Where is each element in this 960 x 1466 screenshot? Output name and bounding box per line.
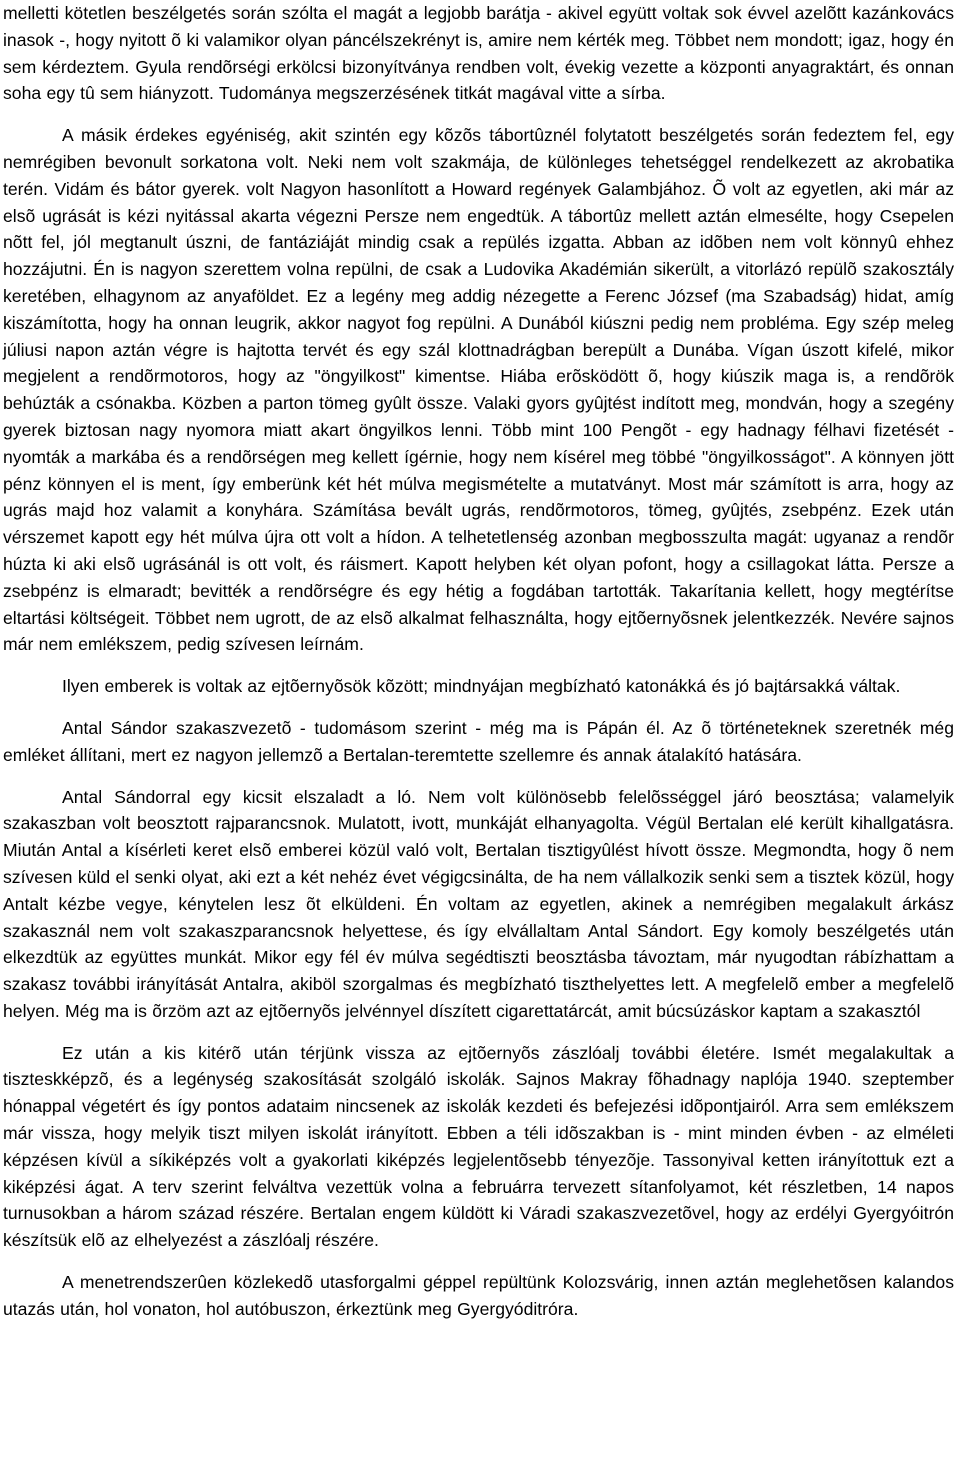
paragraph-5: Antal Sándorral egy kicsit elszaladt a ló. Nem volt különösebb felelõsséggel járó beosztása; valamelyik szakaszban volt beosztott rajparancsnok. Mulatott, ivott, munkáját elhanyagolta. Végül Bertalan elé került kihallgatásra. Miután Antal a kísérleti keret elsõ emberei közül való volt, Bertalan tisztigyûlést hívott össze. Megmondta, hogy õ nem szívesen küld el senki olyat, aki ezt a két nehéz évet végigcsinálta, de ha nem vállalkozik senki sem a tisztek közül, hogy Antalt kézbe vegye, kénytelen lesz õt elküldeni. Én voltam az egyetlen, akinek a nemrégiben megalakult árkász szakasznál nem volt szakaszparancsnok helyettese, és így elvállaltam Antal Sándort. Egy komoly beszélgetés után elkezdtük az együttes munkát. Mikor egy fél év múlva segédtiszti beosztásba távoztam, már nyugodtan rábízhattam a szakasz további irányítását Antalra, akiböl szorgalmas és megbízható tiszthelyettes lett. A megfelelõ ember a megfelelõ helyen. Még ma is õrzöm azt az ejtõernyõs jelvénnyel díszített cigarettatárcát, amit búcsúzáskor kaptam a szakasztól [3,786,954,1021]
document-page [3,0,954,1323]
paragraph-1: melletti kötetlen beszélgetés során szólta el magát a legjobb barátja - akivel együtt voltak sok évvel azelõtt kazánkovács inasok -, hogy nyitott õ ki valamikor olyan páncélszekrényt is, amire nem kérték meg. Többet nem mondott; igaz, hogy én sem kérdeztem. Gyula rendõrségi erkölcsi bizonyítványa rendben volt, évekig vezette a központi anyagraktárt, és onnan soha egy tû sem hiányzott. Tudománya megszerzésének titkát magával vitte a sírba. [3,3,954,104]
paragraph-6: Ez után a kis kitérõ után térjünk vissza az ejtõernyõs zászlóalj további életére. Ismét megalakultak a tiszteskképzõ, és a legénység szakosítását szolgáló iskolák. Sajnos Makray fõhadnagy naplója 1940. szeptember hónappal végetért és így pontos adataim nincsenek az iskolák kezdeti és befejezési idõpontjairól. Arra sem emlékszem már vissza, hogy melyik tiszt milyen iskolát irányított. Ebben a téli idõszakban is - mint minden évben - az elméleti képzésen kívül a síkiképzés volt a gyakorlati kiképzés legjelentõsebb tényezõje. Tassonyival ketten irányítottuk ezt a kiképzési ágat. A terv szerint felváltva vezettük volna a februárra tervezett sítanfolyamot, két részletben, 14 napos turnusokban a három század részére. Bertalan engem küldött ki Váradi szakaszvezetõvel, hogy az erdélyi Gyergyóitrón készítsük elõ az elhelyezést a zászlóalj részére. [3,1042,954,1251]
paragraph-7: A menetrendszerûen közlekedõ utasforgalmi géppel repültünk Kolozsvárig, innen aztán meglehetõsen kalandos utazás után, hol vonaton, hol autóbuszon, érkeztünk meg Gyergyóditróra. [3,1272,954,1319]
paragraph-2: A másik érdekes egyéniség, akit szintén egy kõzõs tábortûznél folytatott beszélgetés során fedeztem fel, egy nemrégiben bevonult sorkatona volt. Neki nem volt szakmája, de különleges tehetséggel rendelkezett az akrobatika terén. Vidám és bátor gyerek. volt Nagyon hasonlított a Howard regények Galambjához. Õ volt az egyetlen, aki már az elsõ ugrását is kézi nyitással akarta végezni Persze nem engedtük. A tábortûz mellett aztán elmesélte, hogy Csepelen nõtt fel, jól megtanult úszni, de fantáziáját mindig csak a repülés izgatta. Abban az idõben nem volt könnyû ehhez hozzájutni. Én is nagyon szerettem volna repülni, de csak a Ludovika Akadémián sikerült, a vitorlázó repülõ szakosztály keretében, elhagynom az anyaföldet. Ez a legény meg addig nézegette a Ferenc József (ma Szabadság) hidat, amíg kiszámította, hogy ha onnan leugrik, akkor nagyot fog repülni. A Dunából kiúszni pedig nem probléma. Egy szép meleg júliusi napon aztán végre is hajtotta tervét és egy szál klottnadrágban berepült a Dunába. Vígan úszott kifelé, mikor megjelent a rendõrmotoros, hogy az "öngyilkost" kimentse. Hiába erõsködött õ, hogy kiúszik maga is, a rendõrök behúzták a csónakba. Közben a parton tömeg gyûlt össze. Valaki gyors gyûjtést indított meg, mondván, hogy a szegény gyerek biztosan nagy nyomora miatt akart öngyilkos lenni. Több mint 100 Pengõt - egy hadnagy félhavi fizetését - nyomták a markába és a rendõrségen meg kellett ígérnie, hogy nem kísérel meg többé "öngyilkosságot". A könnyen jött pénz könnyen el is ment, így emberünk két hét múlva megismételte a mutatványt. Most már számított is arra, hogy az ugrás majd hoz valamit a konyhára. Számítása bevált ugrás, rendõrmotoros, tömeg, gyûjtés, zsebpénz. Ezek után vérszemet kapott egy hét múlva újra ott volt a hídon. A telhetetlenség azonban megbosszulta magát: ugyanaz a rendõr húzta ki aki elsõ ugrásánál is ott volt, és ráismert. Kapott helyben két olyan pofont, hogy a csillagokat látta. Persze a zsebpénz is elmaradt; bevitték a rendõrségre és egy hétig a fogdában tartották. Takarítania kellett, hogy megtérítse eltartási költségeit. Többet nem ugrott, de az elsõ alkalmat felhasználta, hogy ejtõernyõsnek jelentkezzék. Nevére sajnos már nem emlékszem, pedig szívesen leírnám. [3,125,954,655]
paragraph-3: Ilyen emberek is voltak az ejtõernyõsök kõzött; mindnyájan megbízható katonákká és jó bajtársakká váltak. [62,676,901,697]
paragraph-4: Antal Sándor szakaszvezetõ - tudomásom szerint - még ma is Pápán él. Az õ történeteknek szeretnék még emléket állítani, mert ez nagyon jellemzõ a Bertalan-teremtette szellemre és annak átalakító hatására. [3,717,954,765]
